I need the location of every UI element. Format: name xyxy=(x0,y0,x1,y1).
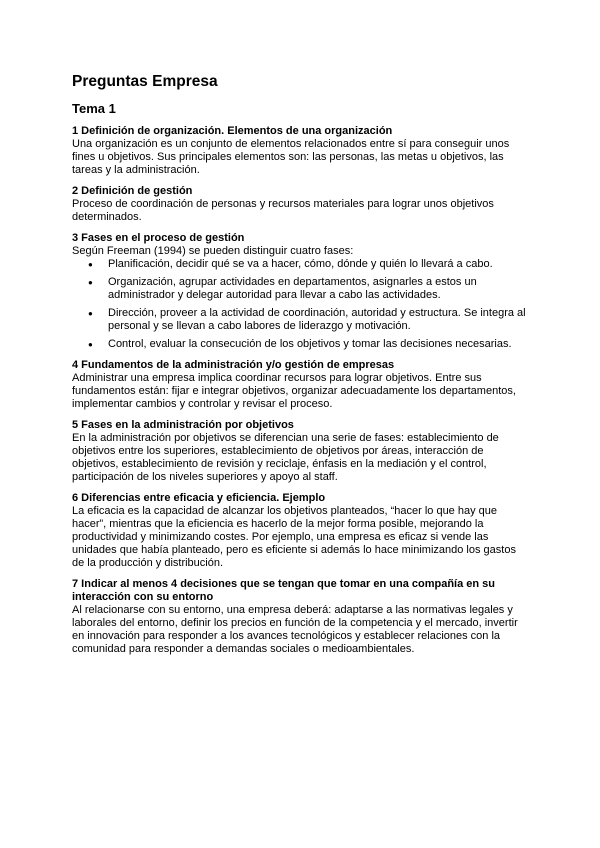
section-paragraph: Administrar una empresa implica coordinar recursos para lograr objetivos. Entre sus fundamentos están: fijar e integrar objetivos, organizar adecuadamente los departamentos, implementar cambios y controlar y revisar el proceso. xyxy=(72,372,516,410)
section-heading: 5 Fases en la administración por objetivos xyxy=(72,419,294,431)
section-2 xyxy=(72,185,528,224)
list-item: ● Organización, agrupar actividades en departamentos, asignarles a estos un administrador y delegar autoridad para llevar a cabo las actividades. xyxy=(72,276,528,302)
section-heading: 1 Definición de organización. Elementos de una organización xyxy=(72,125,393,137)
section-6 xyxy=(72,492,528,570)
section-paragraph: La eficacia es la capacidad de alcanzar los objetivos planteados, “hacer lo que hay que hacer”, mientras que la eficiencia es hacerlo de la mejor forma posible, mejorando la productividad y minimizando costes. Por ejemplo, una empresa es eficaz si vende las unidades que había planteado, pero es eficiente si además lo hace minimizando los gastos de la producción y distribución. xyxy=(72,505,516,569)
list-item: ● Planificación, decidir qué se va a hacer, cómo, dónde y quién lo llevará a cabo. xyxy=(72,258,528,271)
section-paragraph: Según Freeman (1994) se pueden distinguir cuatro fases: xyxy=(72,245,354,257)
list-item: ● Dirección, proveer a la actividad de coordinación, autoridad y estructura. Se integra al personal y se llevan a cabo labores de liderazgo y motivación. xyxy=(72,307,528,333)
list-item: ● Control, evaluar la consecución de los objetivos y tomar las decisiones necesarias. xyxy=(72,338,528,351)
section-paragraph: Al relacionarse con su entorno, una empresa deberá: adaptarse a las normativas legales y laborales del entorno, definir los precios en función de la competencia y el mercado, invertir en innovación para responder a los avances tecnológicos y establecer relaciones con la comunidad para responder a demandas sociales o medioambientales. xyxy=(72,604,518,655)
section-paragraph: En la administración por objetivos se diferencian una serie de fases: establecimiento de objetivos entre los superiores, establecimiento de objetivos por áreas, interacción de objetivos, establecimiento de revisión y reciclaje, énfasis en la mediación y el control, participación de los niveles superiores y apoyo al staff. xyxy=(72,432,499,483)
section-paragraph: Una organización es un conjunto de elementos relacionados entre sí para conseguir unos fines u objetivos. Sus principales elementos son: las personas, las metas u objetivos, las tareas y la administración. xyxy=(72,138,510,176)
section-heading: 4 Fundamentos de la administración y/o gestión de empresas xyxy=(72,359,395,371)
section-1 xyxy=(72,125,528,177)
document-subtitle: Tema 1 xyxy=(72,101,116,116)
section-heading: 2 Definición de gestión xyxy=(72,185,193,197)
section-5 xyxy=(72,419,528,484)
section-4 xyxy=(72,359,528,411)
section-7 xyxy=(72,578,528,656)
section-3 xyxy=(72,232,528,351)
section-heading: 6 Diferencias entre eficacia y eficiencia. Ejemplo xyxy=(72,492,326,504)
document-title: Preguntas Empresa xyxy=(72,73,218,90)
section-heading: 3 Fases en el proceso de gestión xyxy=(72,232,245,244)
bullet-list xyxy=(72,258,528,351)
section-paragraph: Proceso de coordinación de personas y recursos materiales para lograr unos objetivos determinados. xyxy=(72,198,494,223)
section-heading: 7 Indicar al menos 4 decisiones que se tengan que tomar en una compañía en su interacción con su entorno xyxy=(72,578,496,603)
